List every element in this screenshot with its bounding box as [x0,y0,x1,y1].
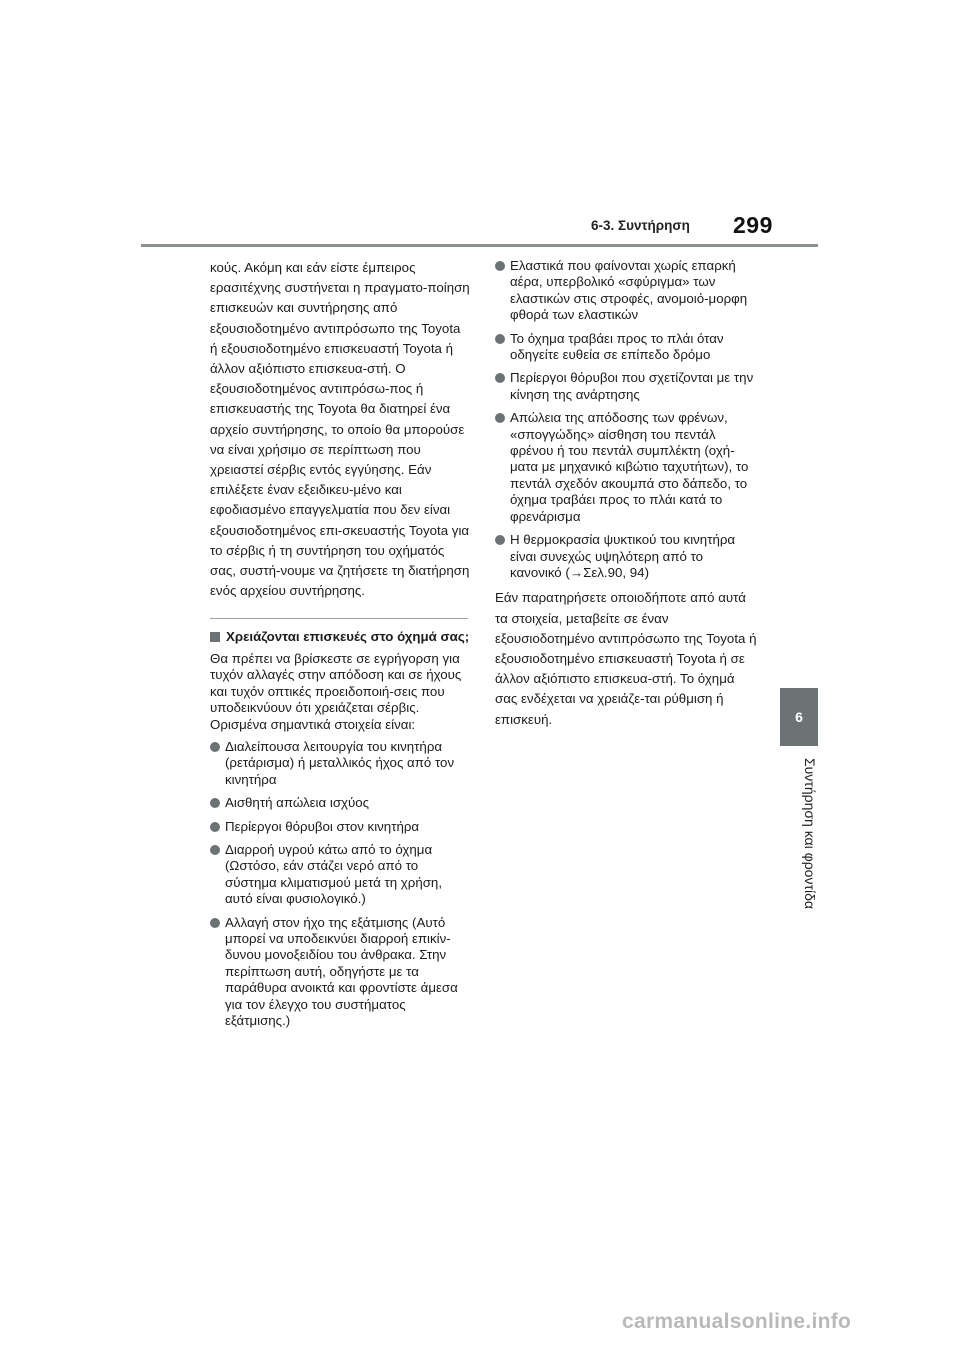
list-item: Η θερμοκρασία ψυκτικού του κινητήρα είναι συνεχώς υψηλότερη από το κανονικό (→Σελ.90, 94) [495,532,757,581]
subheading [210,629,470,646]
list-item: Περίεργοι θόρυβοι στον κινητήρα [210,819,470,835]
intro-paragraph: κούς. Ακόμη και εάν είστε έμπειρος ερασιτέχνης συστήνεται η πραγματο-ποίηση επισκευών και συντήρησης από εξουσιοδοτημένο αντιπρόσωπο της Toyota ή εξουσιοδοτημένο επισκευαστή Toyota ή άλλον αξιόπιστο επισκευα-στή. Ο εξουσιοδοτημένος αντιπρόσω-πος ή επισκευαστής της Toyota θα διατηρεί ένα αρχείο συντήρησης, το οποίο θα μπορούσε να είναι χρήσιμο σε περίπτωση που χρειαστεί σέρβις εντός εγγύησης. Εάν επιλέξετε έναν εξειδικευ-μένο και εφοδιασμένο επαγγελματία που δεν είναι εξουσιοδοτημένος επι-σκευαστής Toyota για το σέρβις ή τη συντήρηση του οχήματός σας, συστή-νουμε να ζητήσετε τη διατήρηση ενός αρχείου συντήρησης. [210,260,470,599]
subheading-text: Χρειάζονται επισκευές στο όχημά σας; [226,629,470,645]
bullet-dot-icon [495,261,505,271]
left-column [210,258,470,1036]
side-tab-number: 6 [780,688,818,746]
list-item: Το όχημα τραβάει προς το πλάι όταν οδηγείτε ευθεία σε επίπεδο δρόμο [495,331,757,364]
list-item: Αλλαγή στον ήχο της εξάτμισης (Αυτό μπορεί να υποδεικνύει διαρροή επικίν-δυνου μονοξειδίου του άνθρακα. Στην περίπτωση αυτή, οδηγήστε με τα παράθυρα ανοικτά και φροντίστε άμεσα για τον έλεγχο του συστήματος εξάτμισης.) [210,915,470,1030]
bullet-dot-icon [210,918,220,928]
page-number: 299 [733,212,773,238]
side-tab-label: Συντήρηση και φροντίδα [802,758,818,909]
bullet-dot-icon [210,822,220,832]
closing-paragraph: Εάν παρατηρήσετε οποιοδήποτε από αυτά τα στοιχεία, μεταβείτε σε έναν εξουσιοδοτημένο αντιπρόσωπο της Toyota ή εξουσιοδοτημένο επισκευαστή Toyota ή σε άλλον αξιόπιστο επισκευα-στή. Το όχημά σας ενδέχεται να χρειάζε-ται ρύθμιση ή επισκευή. [495,590,757,727]
bullet-dot-icon [210,798,220,808]
list-item: Ελαστικά που φαίνονται χωρίς επαρκή αέρα, υπερβολικό «σφύριγμα» των ελαστικών στις στροφές, ανομοιό-μορφη φθορά των ελαστικών [495,258,757,324]
list-item: Διαλείπουσα λειτουργία του κινητήρα (ρετάρισμα) ή μεταλλικός ήχος από τον κινητήρα [210,739,470,788]
left-bullet-list [210,739,470,1030]
right-bullet-list [495,258,757,581]
header-section-title: 6-3. Συντήρηση [591,218,690,233]
list-item: Απώλεια της απόδοσης των φρένων, «σπογγώδης» αίσθηση του πεντάλ φρένου ή του πεντάλ συμπλέκτη (οχή-ματα με μηχανικό κιβώτιο ταχυτήτων), το πεντάλ σχεδόν ακουμπά στο δάπεδο, το όχημα τραβάει προς το πλάι κατά το φρενάρισμα [495,410,757,525]
section-divider [210,618,468,619]
square-bullet-icon [210,632,220,642]
list-item: Περίεργοι θόρυβοι που σχετίζονται με την κίνηση της ανάρτησης [495,370,757,403]
bullet-dot-icon [210,742,220,752]
bullet-dot-icon [495,413,505,423]
bullet-dot-icon [495,334,505,344]
header-rule [141,244,818,247]
list-item: Διαρροή υγρού κάτω από το όχημα (Ωστόσο, εάν στάζει νερό από το σύστημα κλιματισμού μετά τη χρήση, αυτό είναι φυσιολογικό.) [210,842,470,908]
sub-intro-paragraph: Θα πρέπει να βρίσκεστε σε εγρήγορση για τυχόν αλλαγές στην απόδοση και σε ήχους και τυχόν οπτικές προειδοποιή-σεις που υποδεικνύουν ότι χρειάζεται σέρβις. Ορισμένα σημαντικά στοιχεία είναι: [210,650,462,732]
watermark: carmanualsonline.info [622,1310,852,1333]
right-column [495,258,757,730]
bullet-dot-icon [210,845,220,855]
bullet-dot-icon [495,535,505,545]
bullet-dot-icon [495,373,505,383]
list-item: Αισθητή απώλεια ισχύος [210,795,470,811]
